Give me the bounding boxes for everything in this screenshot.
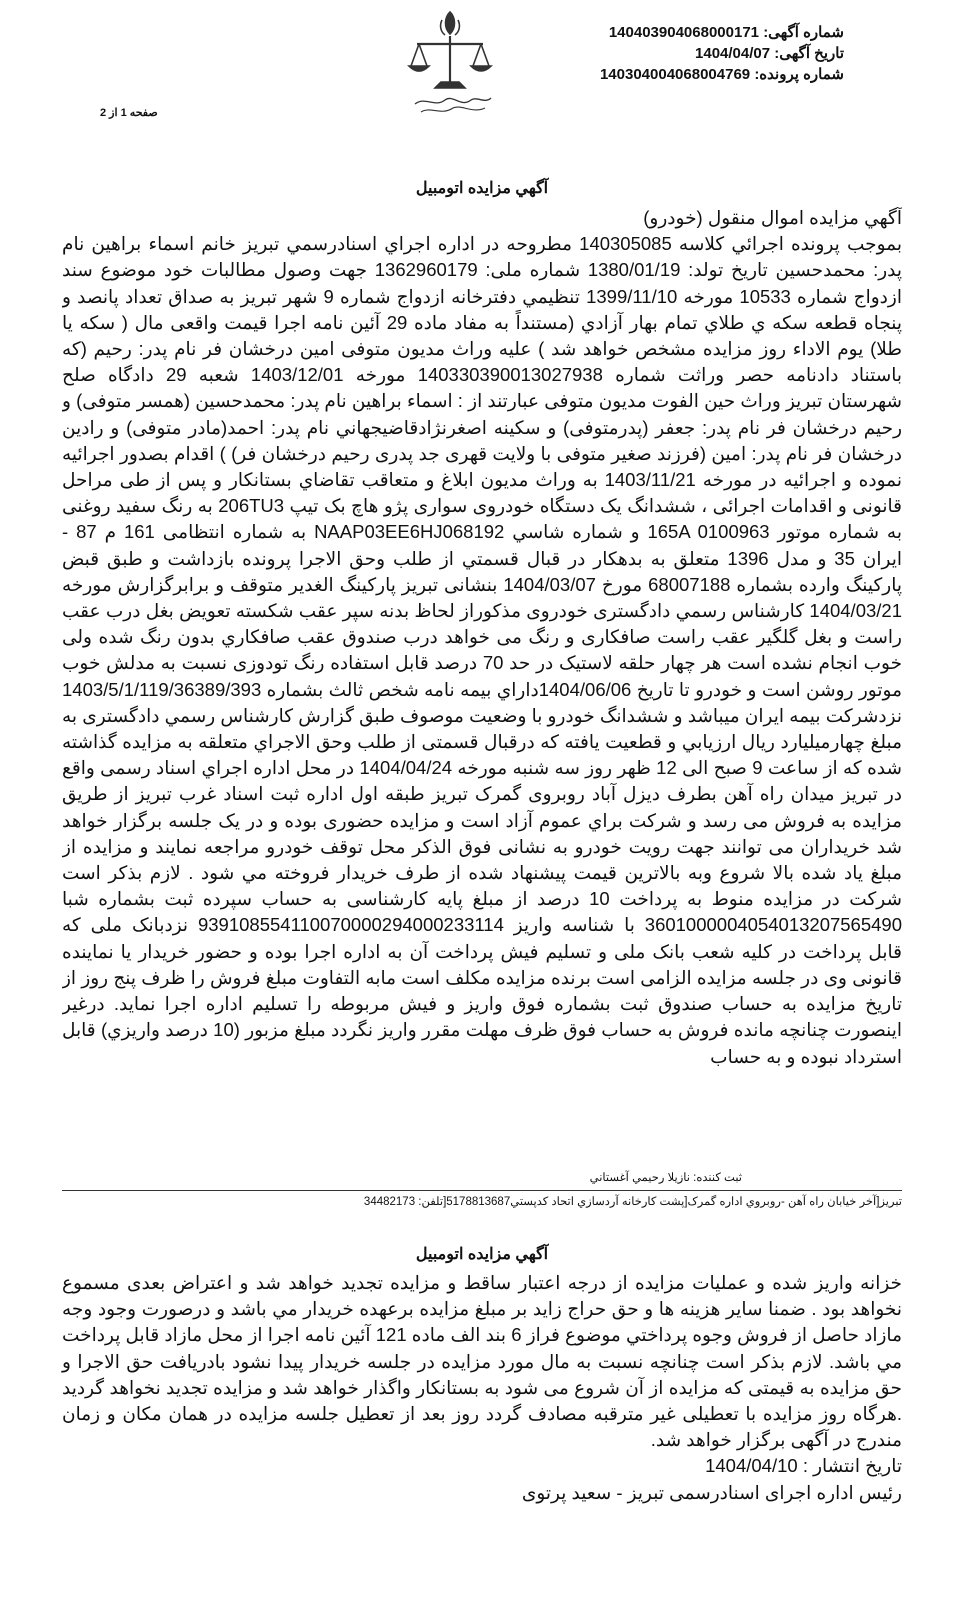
notice-date-row	[600, 43, 844, 64]
notice-date-label: تاریخ آگهی:	[774, 45, 844, 62]
notice-date: 1404/04/07	[695, 45, 771, 62]
section2-body	[62, 1270, 902, 1506]
section1-title: آگهي مزايده اتومبيل	[415, 180, 549, 197]
registrar-line	[590, 1170, 742, 1184]
publish-date-row	[62, 1453, 902, 1479]
registrar-label: ثبت كننده:	[693, 1172, 742, 1184]
office-address: تبريز[آخر خيابان راه آهن -روبروي اداره گمرک[پشت كارخانه آردسازي اتحاد كدپستي5178813687[تلفن: 34482173	[363, 1196, 902, 1208]
case-number-label: شماره پرونده:	[754, 66, 844, 83]
section1-body	[62, 205, 902, 1165]
notice-header-meta	[600, 22, 844, 85]
page-number: صفحه 1 از 2	[100, 107, 158, 119]
notice-number-row	[600, 22, 844, 43]
section2-title: آگهي مزايده اتومبيل	[415, 1246, 549, 1263]
section1-subtitle: آگهي مزايده اموال منقول (خودرو)	[643, 207, 902, 228]
section1-paragraph: بموجب پرونده اجرائي كلاسه 140305085 مطروحه در اداره اجراي اسنادرسمي تبريز خانم اسماء براهين نام پدر: محمدحسين تاريخ تولد: 1380/01/19 شماره ملی: 1362960179 جهت وصول مطالبات خود موضوع سند ازدواج شماره 10533 مورخه 1399/11/10 تنظيمي دفترخانه ازدواج شماره 9 شهر تبريز به صداق تعداد پانصد و پنجاه قطعه سكه ي طلاي تمام بهار آزادي (مستنداً به مفاد ماده 29 آئین نامه اجرا قيمت واقعی مال ( سکه یا طلا) یوم الاداء روز مزایده مشخص خواهد شد ) علیه وراث مدیون متوفی امین درخشان فر نام پدر: رحیم (كه باستناد دادنامه حصر وراثت شماره 140330390013027938 مورخه 1403/12/01 شعبه 29 دادگاه صلح شهرستان تبريز وراث حين الفوت مديون متوفی عبارتند از : اسماء براهین نام پدر: محمدحسین (همسر متوفی) و رحیم درخشان فر نام پدر: جعفر (پدرمتوفی) و سکینه اصغرنژادقاضيجهاني نام پدر: احمد(مادر متوفی) و رادين درخشان فر نام پدر: امین (فرزند صغیر متوفی با ولايت قهری جد پدری رحیم درخشان فر) ) اقدام بصدور اجرائيه نموده و اجرائيه در مورخه 1403/11/21 به وراث مديون ابلاغ و متعاقب تقاضاي بستانكار و پس از طی مراحل قانونی و اقدامات اجرائی ، ششدانگ يک دستگاه خودروی سواری پژو هاچ بک تیپ 206TU3 به رنگ سفید روغنی به شماره موتور 165A 0100963 و شماره شاسي NAAP03EE6HJ068192 به شماره انتظامی 161 م 87 - ایران 35 و مدل 1396 متعلق به بدهكار در قبال قسمتي از طلب وحق الاجرا پرونده بازداشت و طبق قبض پاركينگ وارده بشماره 68007188 مورخ 1404/03/07 بنشانی تبریز پاركينگ الغدير متوقف و برابرگزارش مورخه 1404/03/21 كارشناس رسمي دادگستری خودروی مذكوراز لحاظ بدنه سپر عقب شكسته تعويض بغل درب عقب راست و بغل گلگیر عقب راست صافکاری و رنگ می خواهد درب صندوق عقب صافكاري بدون رنگ شده ولی خوب انجام نشده است هر چهار حلقه لاستیک در حد 70 درصد قابل استفاده رنگ تودوزی نسبت به مدلش خوب موتور روشن است و خودرو تا تاريخ 1404/06/06داراي بيمه نامه شخص ثالث بشماره 1403/5/1/119/36389/393 نزدشركت بيمه ايران میباشد و ششدانگ خودرو با وضعیت موصوف طبق گزارش كارشناس رسمي دادگستری به مبلغ چهارميليارد ريال ارزيابي و قطعیت يافته كه درقبال قسمتی از طلب وحق الاجراي متعلقه به مزايده گذاشته شده كه از ساعت 9 صبح الی 12 ظهر روز سه شنبه مورخه 1404/04/24 در محل اداره اجراي اسناد رسمی واقع در تبريز ميدان راه آهن بطرف دیزل آباد روبروی گمرک تبریز طبقه اول اداره ثبت اسناد غرب تبریز از طريق مزايده به فروش می رسد و شركت براي عموم آزاد است و مزایده حضوری بوده و در يک جلسه برگزار خواهد شد خريداران می توانند جهت رويت خودرو به نشانی فوق الذكر محل توقف خودرو مراجعه نمايند و مزايده از مبلغ ياد شده بالا شروع وبه بالاترین قيمت پيشنهاد شده از طرف خريدار فروخته مي شود . لازم بذكر است شركت در مزايده منوط به پرداخت 10 درصد از مبلغ پایه کارشناسی به حساب سپرده ثبت بشماره شبا 360100000405401320756549​0 با شناسه واريز 939108554110070000294000233114 نزدبانک ملی كه قابل پرداخت در کلیه شعب بانک ملی و تسلیم فیش پرداخت آن به اداره اجرا بوده و حضور خریدار یا نماینده قانونی وی در جلسه مزایده الزامی است برنده مزایده مکلف است مابه التفاوت مبلغ فروش را ظرف پنج روز از تاريخ مزايده به حساب صندوق ثبت بشماره فوق واریز و فیش مربوطه را تسليم اداره اجرا نمايد. درغير اينصورت چنانچه مانده فروش به حساب فوق ظرف مهلت مقرر واريز نگردد مبلغ مزبور (10 درصد واريزي) قابل استرداد نبوده و به حساب	[62, 233, 902, 1067]
judiciary-emblem-icon	[395, 8, 505, 118]
case-number: 140304004068004769	[599, 66, 751, 83]
registrar-name: نازيلا رحيمي آغستاني	[589, 1172, 690, 1184]
notice-number-label: شماره آگهی:	[763, 24, 844, 41]
divider	[62, 1190, 902, 1191]
publish-date: 1404/04/10	[705, 1455, 798, 1477]
section2-paragraph: خزانه واريز شده و عمليات مزايده از درجه اعتبار ساقط و مزايده تجديد خواهد شد و اعتراض بعدی مسموع نخواهد بود . ضمنا ساير هزينه ها و حق حراج زايد بر مبلغ مزايده برعهده خريدار مي باشد و درصورت وجود وجه مازاد حاصل از فروش وجوه پرداختي موضوع فراز 6 بند الف ماده 121 آئين نامه اجرا از محل مازاد قابل پرداخت مي باشد. لازم بذكر است چنانچه نسبت به مال مورد مزايده در جلسه خريدار پيدا نشود بادريافت حق الاجرا و حق مزايده به قيمتی كه مزايده از آن شروع می شود به بستانكار واگذار خواهد شد و مزايده تجديد نخواهد گرديد .هرگاه روز مزايده با تعطيلی غير مترقبه مصادف گردد روز بعد از تعطيل جلسه مزايده در همان مكان و زمان مندرج در آگهی برگزار خواهد شد.	[62, 1272, 902, 1451]
publish-date-label: تاریخ انتشار :	[802, 1455, 902, 1477]
case-number-row	[600, 64, 844, 85]
signature: رئیس اداره اجرای اسنادرسمی تبریز - سعید پرتوی	[521, 1481, 902, 1503]
notice-number: 14040390406800017​1	[608, 24, 760, 41]
